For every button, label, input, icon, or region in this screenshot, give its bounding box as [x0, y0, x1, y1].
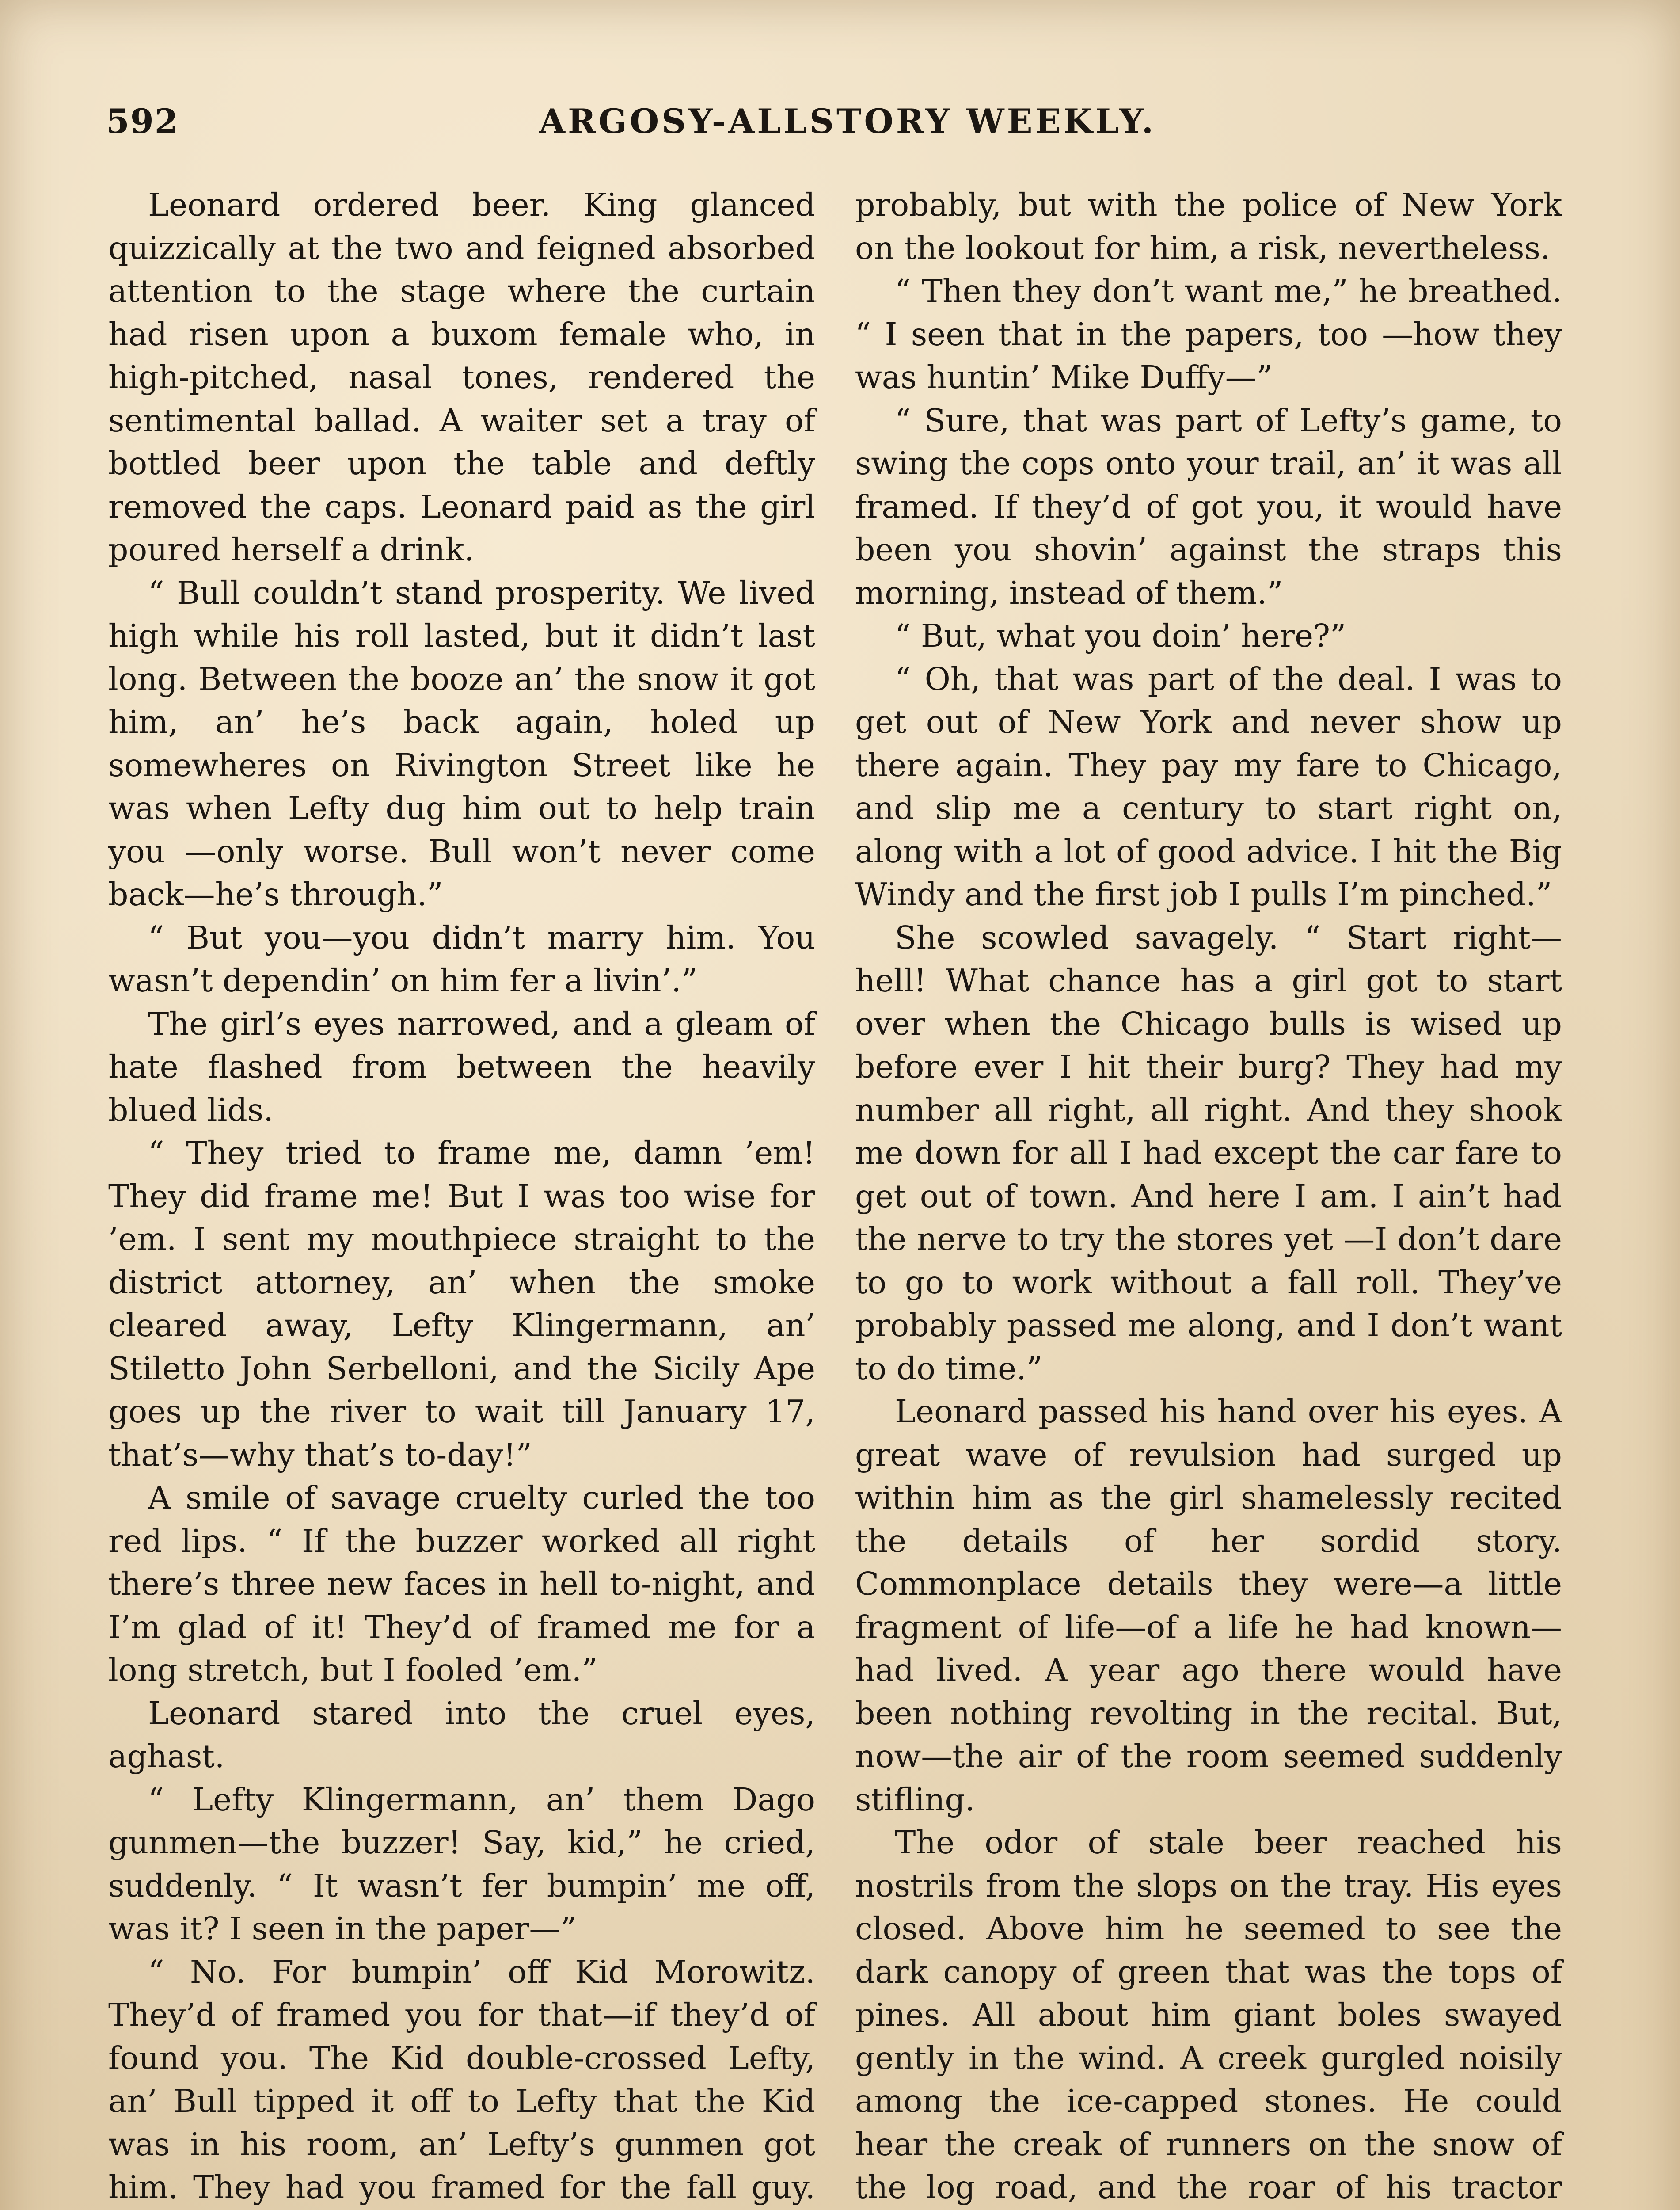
- paragraph: Leonard ordered beer. King glanced quizzically at the two and feigned absorbed attention to the stage where the curtain had risen upon a buxom female who, in high-pitched, nasal tones, rendered the sentimental ballad. A waiter set a tray of bottled beer upon the table and deftly removed the caps. Leonard paid as the girl poured herself a drink.: [108, 187, 815, 568]
- paragraph: The odor of stale beer reached his nostrils from the slops on the tray. His eyes closed. Above him he seemed to see the dark canopy of green that was the tops of pines. All about him giant boles swayed gently in the wind. A creek gurgled noisily among the ice-capped stones. He could hear the creak of runners on the snow of the log road, and the roar of his tractor: [855, 1824, 1562, 2206]
- continued-paragraph: probably, but with the police of New York on the lookout for him, a risk, nevertheless.: [855, 187, 1562, 267]
- paragraph: A smile of savage cruelty curled the too red lips. “ If the buzzer worked all right there’s three new faces in hell to-night, and I’m glad of it! They’d of framed me for a long stretch, but I fooled ’em.”: [108, 1479, 815, 1688]
- left-text-column: [108, 183, 815, 2210]
- paragraph: “ But you—you didn’t marry him. You wasn’t dependin’ on him fer a livin’.”: [108, 919, 815, 999]
- paragraph: “ Then they don’t want me,” he breathed. “ I seen that in the papers, too —how they was huntin’ Mike Duffy—”: [855, 273, 1562, 396]
- right-text-column: [855, 183, 1562, 2210]
- paragraph: The girl’s eyes narrowed, and a gleam of hate flashed from between the heavily blued lids.: [108, 1005, 815, 1128]
- paragraph: “ Lefty Klingermann, an’ them Dago gunmen—the buzzer! Say, kid,” he cried, suddenly. “ It wasn’t fer bumpin’ me off, was it? I seen in the paper—”: [108, 1781, 815, 1947]
- paragraph: “ No. For bumpin’ off Kid Morowitz. They’d of framed you for that—if they’d of found you. The Kid double-crossed Lefty, an’ Bull tipped it off to Lefty that the Kid was in his room, an’ Lefty’s gunmen got him. They had you framed for the fall guy.: [108, 1953, 815, 2206]
- paragraph: “ Sure, that was part of Lefty’s game, to swing the cops onto your trail, an’ it was all framed. If they’d of got you, it would have been you shovin’ against the straps this morning, instead of them.”: [855, 402, 1562, 611]
- paragraph: “ They tried to frame me, damn ’em! They did frame me! But I was too wise for ’em. I sent my mouthpiece straight to the district attorney, an’ when the smoke cleared away, Lefty Klingermann, an’ Stiletto John Serbelloni, and the Sicily Ape goes up the river to wait till January 17, that’s—why that’s to-day!”: [108, 1135, 815, 1473]
- paragraph: “ But, what you doin’ here?”: [895, 617, 1346, 654]
- page-header: [106, 102, 1564, 164]
- magazine-title: ARGOSY-ALLSTORY WEEKLY.: [539, 102, 1156, 141]
- paragraph: She scowled savagely. “ Start right— hell! What chance has a girl got to start over when the Chicago bulls is wised up before ever I hit their burg? They had my number all right, all right. And they shook me down for all I had except the car fare to get out of town. And here I am. I ain’t had the nerve to try the stores yet —I don’t dare to go to work without a fall roll. They’ve probably passed me along, and I don’t want to do time.”: [855, 919, 1562, 1387]
- paragraph: Leonard stared into the cruel eyes, aghast.: [108, 1695, 815, 1775]
- paragraph: “ Oh, that was part of the deal. I was to get out of New York and never show up there again. They pay my fare to Chicago, and slip me a century to start right on, along with a lot of good advice. I hit the Big Windy and the first job I pulls I’m pinched.”: [855, 660, 1562, 913]
- paragraph: Leonard passed his hand over his eyes. A great wave of revulsion had surged up within him as the girl shamelessly recited the details of her sordid story. Commonplace details they were—a little fragment of life—of a life he had known—had lived. A year ago there would have been nothing revolting in the recital. But, now—the air of the room seemed suddenly stifling.: [855, 1393, 1562, 1818]
- page-number: 592: [106, 102, 179, 141]
- paragraph: “ Bull couldn’t stand prosperity. We lived high while his roll lasted, but it didn’t last long. Between the booze an’ the snow it got him, an’ he’s back again, holed up somewheres on Rivington Street like he was when Lefty dug him out to help train you —only worse. Bull won’t never come back—he’s through.”: [108, 574, 815, 913]
